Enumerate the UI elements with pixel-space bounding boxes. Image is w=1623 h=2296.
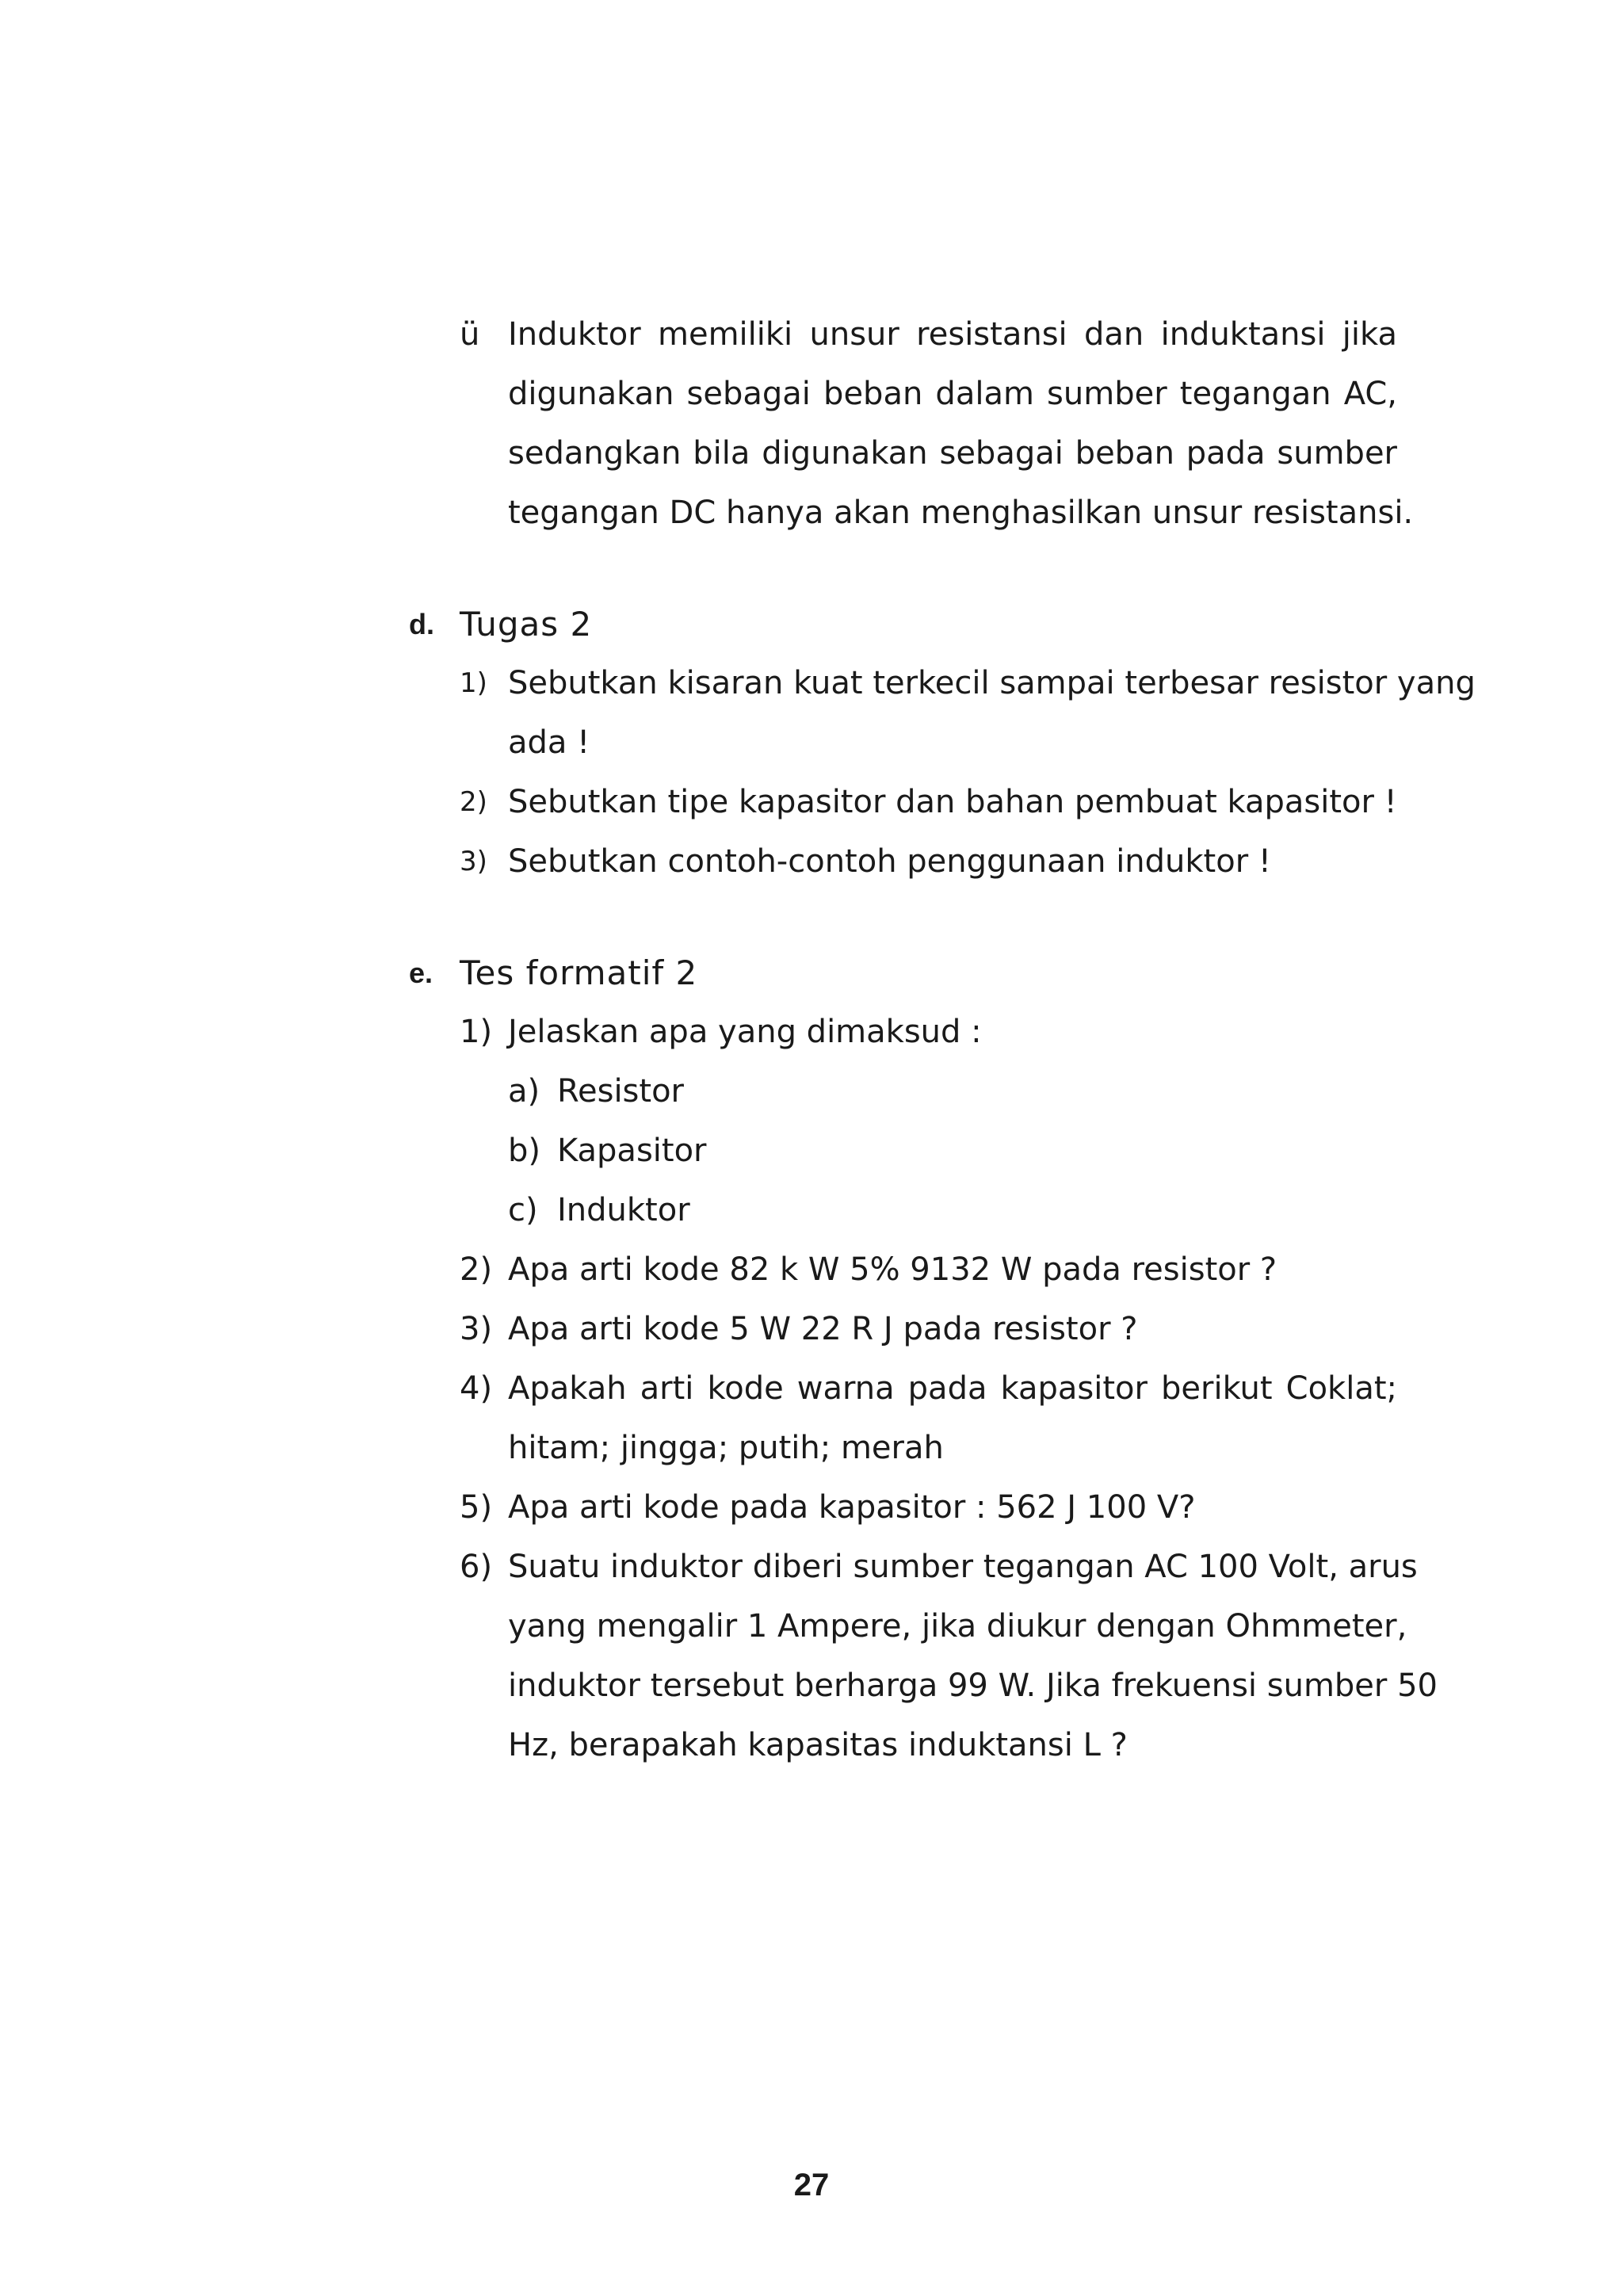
- tes-subitem-a-text: Resistor: [557, 1073, 684, 1110]
- section-d-letter: d.: [409, 608, 434, 640]
- tes-item-1-number: 1): [460, 1014, 493, 1050]
- tes-subitem-b-letter: b): [508, 1133, 540, 1169]
- intro-line-2: digunakan sebagai beban dalam sumber tegangan AC,: [508, 376, 1397, 412]
- tugas-item-2-number: 2): [460, 786, 487, 818]
- tes-item-2-line-1: Apa arti kode 82 k W 5% 9132 W pada resistor ?: [508, 1251, 1277, 1288]
- tugas-item-3-number: 3): [460, 846, 487, 877]
- checkmark-bullet-icon: ü: [460, 316, 480, 353]
- tes-item-6-line-1: Suatu induktor diberi sumber tegangan AC 100 Volt, arus: [508, 1549, 1418, 1585]
- section-d-title: Tugas 2: [460, 605, 593, 644]
- tes-item-4-line-1: Apakah arti kode warna pada kapasitor berikut Coklat;: [508, 1370, 1397, 1407]
- tes-item-4-number: 4): [460, 1370, 493, 1407]
- tes-subitem-a-letter: a): [508, 1073, 540, 1110]
- tes-item-3-number: 3): [460, 1311, 493, 1347]
- section-e-title: Tes formatif 2: [460, 953, 698, 992]
- tes-subitem-b-text: Kapasitor: [557, 1133, 707, 1169]
- section-e-letter: e.: [409, 957, 433, 989]
- intro-line-1: Induktor memiliki unsur resistansi dan induktansi jika: [508, 316, 1397, 353]
- tugas-item-3-line-1: Sebutkan contoh-contoh penggunaan induktor !: [508, 843, 1271, 880]
- tes-item-5-line-1: Apa arti kode pada kapasitor : 562 J 100 V?: [508, 1489, 1196, 1526]
- tugas-item-1-line-2: ada !: [508, 724, 590, 761]
- page-number: 27: [793, 2168, 830, 2202]
- tes-item-6-number: 6): [460, 1549, 493, 1585]
- tes-subitem-c-text: Induktor: [557, 1192, 690, 1228]
- tugas-item-1-line-1: Sebutkan kisaran kuat terkecil sampai terbesar resistor yang: [508, 665, 1476, 701]
- tes-item-6-line-3: induktor tersebut berharga 99 W. Jika frekuensi sumber 50: [508, 1668, 1438, 1704]
- tes-item-2-number: 2): [460, 1251, 493, 1288]
- tes-item-4-line-2: hitam; jingga; putih; merah: [508, 1430, 944, 1466]
- tes-subitem-c-letter: c): [508, 1192, 538, 1228]
- intro-line-3: sedangkan bila digunakan sebagai beban pada sumber: [508, 435, 1397, 472]
- tugas-item-2-line-1: Sebutkan tipe kapasitor dan bahan pembuat kapasitor !: [508, 784, 1397, 820]
- tugas-item-1-number: 1): [460, 667, 487, 699]
- tes-item-5-number: 5): [460, 1489, 493, 1526]
- intro-line-4: tegangan DC hanya akan menghasilkan unsur resistansi.: [508, 495, 1414, 531]
- tes-item-6-line-2: yang mengalir 1 Ampere, jika diukur dengan Ohmmeter,: [508, 1608, 1407, 1645]
- tes-item-1-line-1: Jelaskan apa yang dimaksud :: [508, 1014, 982, 1050]
- tes-item-6-line-4: Hz, berapakah kapasitas induktansi L ?: [508, 1727, 1128, 1763]
- tes-item-3-line-1: Apa arti kode 5 W 22 R J pada resistor ?: [508, 1311, 1138, 1347]
